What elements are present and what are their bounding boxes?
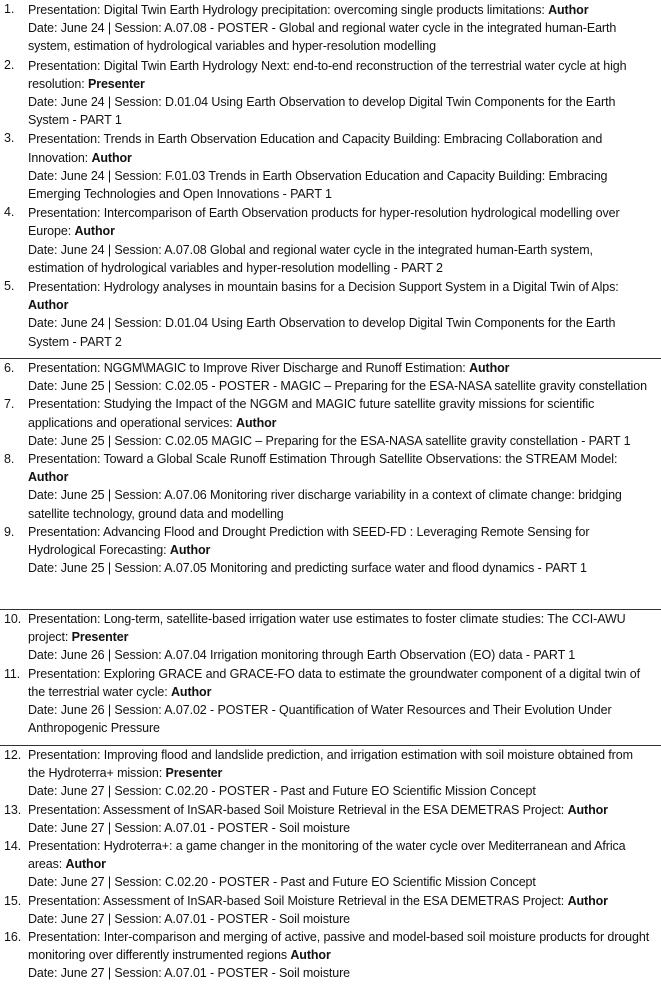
list-item xyxy=(0,610,661,665)
list-item xyxy=(0,395,661,450)
presentation-title: Presentation: Exploring GRACE and GRACE-FO data to estimate the groundwater component of a digital twin of the terrestrial water cycle: xyxy=(28,666,640,699)
role-label: Author xyxy=(28,298,69,313)
presentation-title: Presentation: Digital Twin Earth Hydrology Next: end-to-end reconstruction of the terrestrial water cycle at high resolution: xyxy=(28,58,627,91)
presentation-title: Presentation: Improving flood and landslide prediction, and irrigation estimation with soil moisture obtained from the Hydroterra+ mission: xyxy=(28,748,633,781)
session-info: Date: June 24 | Session: A.07.08 - POSTER - Global and regional water cycle in the integrated human-Earth system, estimation of hydrological variables and hyper-resolution modelling xyxy=(28,21,617,54)
presentation-title: Presentation: Inter-comparison and merging of active, passive and model-based soil moisture products for drought monitoring over differently instrumented regions xyxy=(28,930,650,963)
item-number: 13. xyxy=(4,802,22,817)
list-item xyxy=(0,129,661,203)
presentation-title: Presentation: Trends in Earth Observation Education and Capacity Building: Embracing Collaboration and Innovation: xyxy=(28,132,603,165)
item-number: 11. xyxy=(4,666,21,681)
list-item xyxy=(0,801,661,837)
day-group-june-27 xyxy=(0,745,661,1003)
presentation-title: Presentation: NGGM\MAGIC to Improve River Discharge and Runoff Estimation: xyxy=(28,361,470,375)
session-info: Date: June 24 | Session: D.01.04 Using Earth Observation to develop Digital Twin Components for the Earth System - PART 2 xyxy=(28,316,616,349)
role-label: Author xyxy=(28,470,69,485)
session-info: Date: June 24 | Session: F.01.03 Trends in Earth Observation Education and Capacity Building: Embracing Emerging Technologies and Open Innovations - PART 1 xyxy=(28,168,608,202)
item-number: 1. xyxy=(4,2,15,16)
session-info: Date: June 27 | Session: A.07.01 - POSTER - Soil moisture xyxy=(28,911,351,926)
role-label: Presenter xyxy=(87,76,145,91)
presentation-title: Presentation: Assessment of InSAR-based Soil Moisture Retrieval in the ESA DEMETRAS Project: xyxy=(28,802,568,817)
session-info: Date: June 25 | Session: A.07.05 Monitoring and predicting surface water and flood dynamics - PART 1 xyxy=(28,561,587,576)
item-number: 3. xyxy=(4,131,15,146)
item-number: 10. xyxy=(4,612,22,626)
presentation-title: Presentation: Hydroterra+: a game changer in the monitoring of the water cycle over Mediterranean and Africa areas: xyxy=(28,839,626,872)
role-label: Presenter xyxy=(71,630,129,645)
list-item xyxy=(0,277,661,351)
role-label: Author xyxy=(236,415,277,430)
session-info: Date: June 25 | Session: C.02.05 MAGIC – Preparing for the ESA-NASA satellite gravity constellation - PART 1 xyxy=(28,433,631,448)
item-number: 16. xyxy=(4,930,22,945)
item-number: 7. xyxy=(4,397,15,412)
session-info: Date: June 27 | Session: A.07.01 - POSTER - Soil moisture xyxy=(28,820,351,835)
list-item xyxy=(0,56,661,130)
presentation-title: Presentation: Long-term, satellite-based irrigation water use estimates to foster climate studies: The CCI-AWU project: xyxy=(28,612,626,645)
list-item xyxy=(0,928,661,983)
item-number: 5. xyxy=(4,279,15,294)
list-item xyxy=(0,0,661,56)
session-info: Date: June 27 | Session: C.02.20 - POSTER - Past and Future EO Scientific Mission Concept xyxy=(28,784,536,799)
session-info: Date: June 26 | Session: A.07.04 Irrigation monitoring through Earth Observation (EO) data - PART 1 xyxy=(28,648,576,663)
role-label: Author xyxy=(290,948,331,963)
role-label: Author xyxy=(169,543,211,558)
session-info: Date: June 25 | Session: C.02.05 - POSTER - MAGIC – Preparing for the ESA-NASA satellite gravity constellation xyxy=(28,379,647,394)
role-label: Author xyxy=(567,893,608,908)
item-number: 2. xyxy=(4,57,15,72)
presentation-title: Presentation: Digital Twin Earth Hydrology precipitation: overcoming single products limitations: xyxy=(28,3,549,17)
session-info: Date: June 27 | Session: A.07.01 - POSTER - Soil moisture xyxy=(28,966,351,981)
item-number: 4. xyxy=(4,205,15,220)
list-item xyxy=(0,359,661,395)
role-label: Author xyxy=(548,3,589,17)
list-item xyxy=(0,203,661,277)
presentation-title: Presentation: Intercomparison of Earth Observation products for hyper-resolution hydrological modelling over Europe: xyxy=(28,206,620,239)
session-info: Date: June 27 | Session: C.02.20 - POSTER - Past and Future EO Scientific Mission Concept xyxy=(28,875,536,890)
list-item xyxy=(0,892,661,928)
role-label: Author xyxy=(567,802,608,817)
list-item xyxy=(0,746,661,801)
item-number: 9. xyxy=(4,524,15,539)
session-info: Date: June 25 | Session: A.07.06 Monitoring river discharge variability in a context of climate change: bridging satellite technology, ground data and modelling xyxy=(28,488,622,521)
item-number: 6. xyxy=(4,361,15,375)
day-group-june-25 xyxy=(0,358,661,609)
list-item xyxy=(0,450,661,523)
role-label: Author xyxy=(74,224,115,239)
presentation-title: Presentation: Toward a Global Scale Runoff Estimation Through Satellite Observations: the STREAM Model: xyxy=(28,452,618,467)
item-number: 12. xyxy=(4,748,22,762)
day-group-june-24 xyxy=(0,0,661,358)
presentation-title: Presentation: Studying the Impact of the NGGM and MAGIC future satellite gravity missions for scientific applications and operational services: xyxy=(28,397,595,430)
session-info: Date: June 24 | Session: D.01.04 Using Earth Observation to develop Digital Twin Components for the Earth System - PART 1 xyxy=(28,95,616,128)
session-info: Date: June 24 | Session: A.07.08 Global and regional water cycle in the integrated human-Earth system, estimation of hydrological variables and hyper-resolution modelling - PART 2 xyxy=(28,242,593,275)
presentation-title: Presentation: Advancing Flood and Drought Prediction with SEED-FD : Leveraging Remote Sensing for Hydrological Forecasting: xyxy=(28,524,590,558)
list-item xyxy=(0,837,661,892)
list-item xyxy=(0,665,661,738)
list-item xyxy=(0,523,661,578)
session-info: Date: June 26 | Session: A.07.02 - POSTER - Quantification of Water Resources and Their Evolution Under Anthropogenic Pressure xyxy=(28,703,612,736)
role-label: Author xyxy=(91,150,132,165)
role-label: Author xyxy=(170,684,212,699)
day-group-june-26 xyxy=(0,609,661,745)
role-label: Author xyxy=(469,361,510,375)
item-number: 14. xyxy=(4,839,22,854)
presentation-title: Presentation: Assessment of InSAR-based Soil Moisture Retrieval in the ESA DEMETRAS Project: xyxy=(28,893,568,908)
role-label: Author xyxy=(65,857,106,872)
presentation-title: Presentation: Hydrology analyses in mountain basins for a Decision Support System in a Digital Twin of Alps: xyxy=(28,280,619,295)
item-number: 15. xyxy=(4,893,22,908)
item-number: 8. xyxy=(4,452,15,467)
role-label: Presenter xyxy=(165,766,223,781)
